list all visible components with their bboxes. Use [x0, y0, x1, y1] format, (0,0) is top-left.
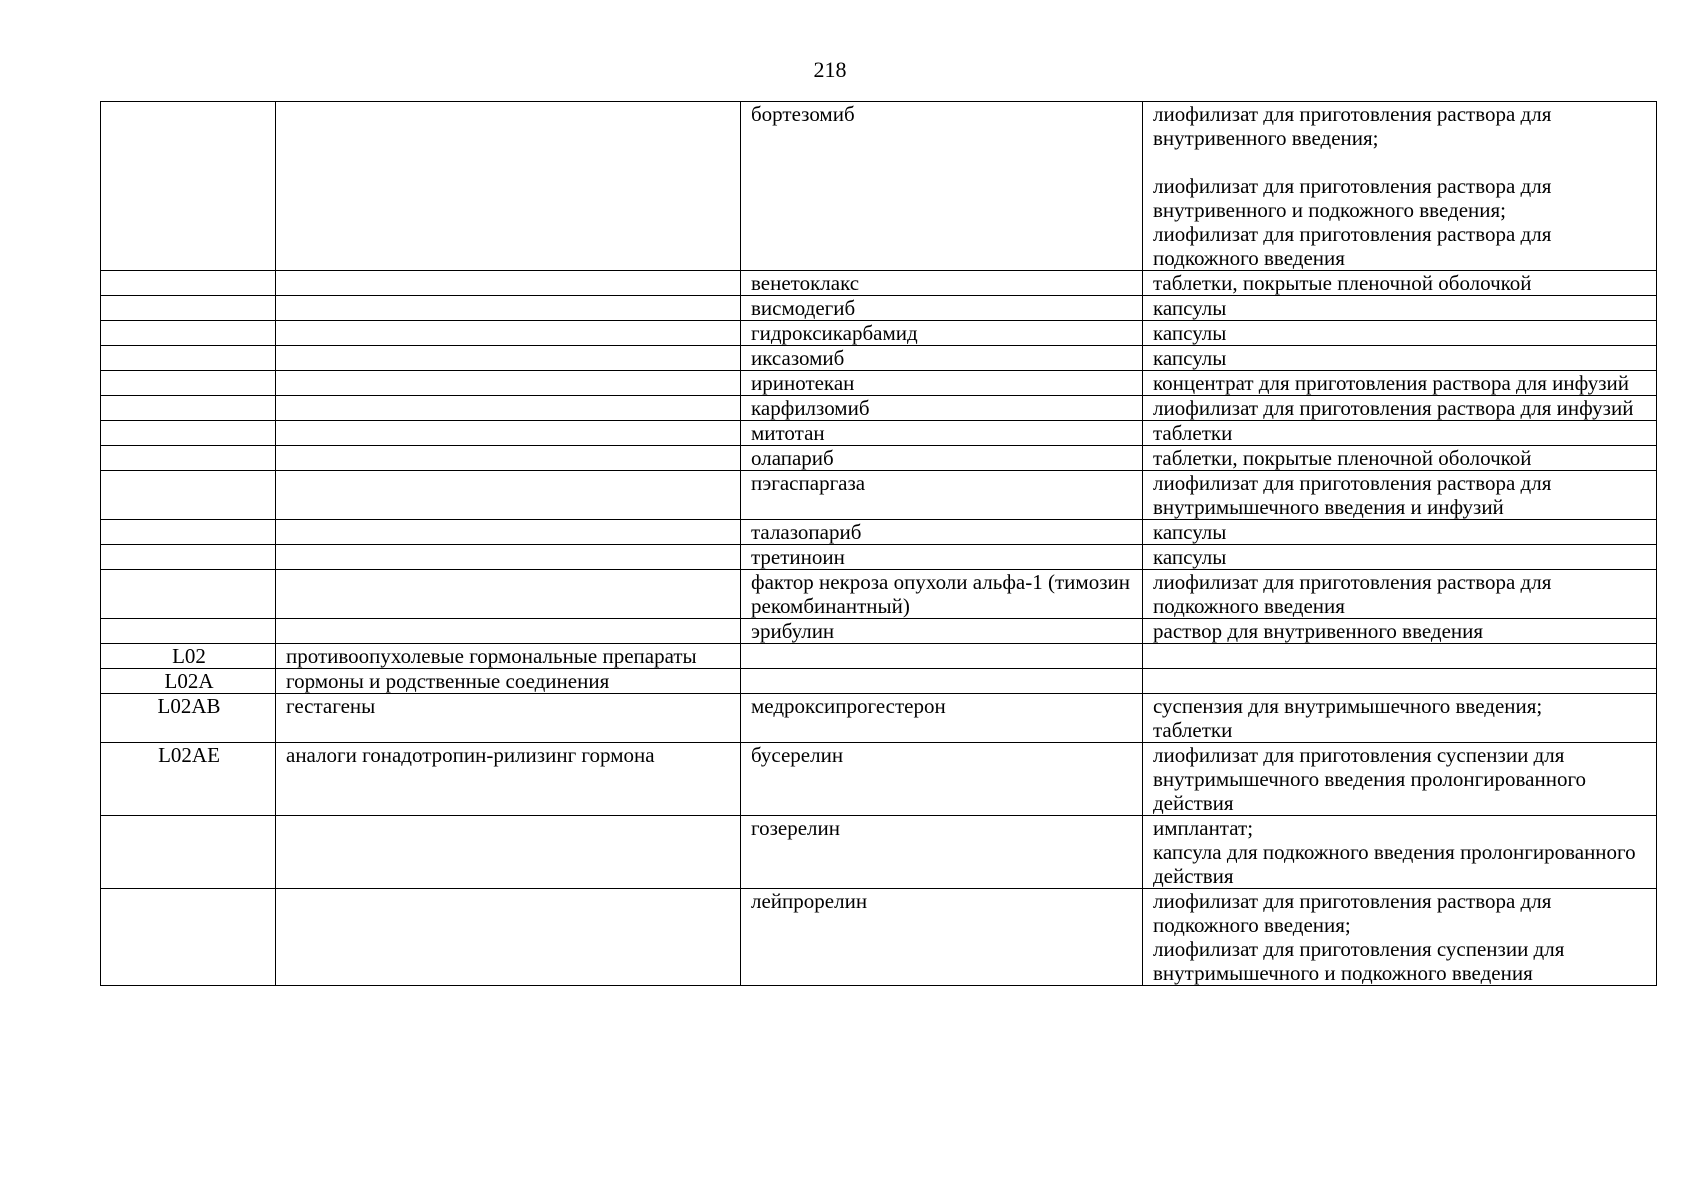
group-name-cell	[276, 471, 741, 520]
atc-code-cell	[101, 102, 276, 271]
atc-code-cell	[101, 421, 276, 446]
table-row	[101, 694, 1657, 743]
group-name-cell	[276, 296, 741, 321]
dosage-form-cell: капсулы	[1143, 346, 1657, 371]
drug-name-cell: олапариб	[741, 446, 1143, 471]
dosage-form-cell: лиофилизат для приготовления раствора для внутримышечного введения и инфузий	[1143, 471, 1657, 520]
atc-code-cell	[101, 346, 276, 371]
atc-code-cell	[101, 471, 276, 520]
table-row	[101, 271, 1657, 296]
atc-code-cell	[101, 371, 276, 396]
drug-name-cell: венетоклакс	[741, 271, 1143, 296]
drug-name-cell: пэгаспаргаза	[741, 471, 1143, 520]
dosage-form-cell: лиофилизат для приготовления раствора для подкожного введения	[1143, 570, 1657, 619]
drug-name-cell: бортезомиб	[741, 102, 1143, 271]
dosage-form-cell	[1143, 669, 1657, 694]
atc-code-cell	[101, 545, 276, 570]
group-name-cell	[276, 570, 741, 619]
atc-code-cell	[101, 296, 276, 321]
drug-name-cell: третиноин	[741, 545, 1143, 570]
group-name-cell	[276, 371, 741, 396]
group-name-cell	[276, 520, 741, 545]
table-row	[101, 446, 1657, 471]
dosage-form-cell: лиофилизат для приготовления раствора для инфузий	[1143, 396, 1657, 421]
table-row	[101, 471, 1657, 520]
drug-name-cell: митотан	[741, 421, 1143, 446]
table-row	[101, 570, 1657, 619]
table-row	[101, 545, 1657, 570]
group-name-cell	[276, 619, 741, 644]
atc-code-cell: L02AB	[101, 694, 276, 743]
group-name-cell	[276, 321, 741, 346]
dosage-form-cell: таблетки, покрытые пленочной оболочкой	[1143, 446, 1657, 471]
dosage-form-cell: лиофилизат для приготовления суспензии для внутримышечного введения пролонгированного действия	[1143, 743, 1657, 816]
atc-code-cell	[101, 889, 276, 986]
group-name-cell	[276, 446, 741, 471]
dosage-form-cell: капсулы	[1143, 321, 1657, 346]
group-name-cell: аналоги гонадотропин-рилизинг гормона	[276, 743, 741, 816]
table-row	[101, 421, 1657, 446]
group-name-cell	[276, 396, 741, 421]
dosage-form-cell: суспензия для внутримышечного введения; таблетки	[1143, 694, 1657, 743]
drug-name-cell: иксазомиб	[741, 346, 1143, 371]
table-row	[101, 102, 1657, 271]
dosage-form-cell: таблетки, покрытые пленочной оболочкой	[1143, 271, 1657, 296]
page-number: 218	[813, 57, 847, 82]
group-name-cell: гормоны и родственные соединения	[276, 669, 741, 694]
dosage-form-cell: капсулы	[1143, 545, 1657, 570]
drug-name-cell: талазопариб	[741, 520, 1143, 545]
drug-name-cell: висмодегиб	[741, 296, 1143, 321]
dosage-form-cell	[1143, 644, 1657, 669]
table-row	[101, 321, 1657, 346]
drug-name-cell: медроксипрогестерон	[741, 694, 1143, 743]
table-row	[101, 644, 1657, 669]
atc-code-cell	[101, 396, 276, 421]
atc-code-cell: L02	[101, 644, 276, 669]
drug-name-cell: фактор некроза опухоли альфа-1 (тимозин рекомбинантный)	[741, 570, 1143, 619]
group-name-cell	[276, 102, 741, 271]
drug-name-cell: гозерелин	[741, 816, 1143, 889]
atc-code-cell	[101, 816, 276, 889]
table-row	[101, 889, 1657, 986]
drug-name-cell	[741, 644, 1143, 669]
dosage-form-cell: лиофилизат для приготовления раствора для подкожного введения; лиофилизат для приготовления суспензии для внутримышечного и подкожного введения	[1143, 889, 1657, 986]
table-row	[101, 816, 1657, 889]
table-row	[101, 346, 1657, 371]
table-row	[101, 669, 1657, 694]
atc-code-cell	[101, 271, 276, 296]
group-name-cell	[276, 816, 741, 889]
table-row	[101, 520, 1657, 545]
atc-code-cell	[101, 446, 276, 471]
group-name-cell: противоопухолевые гормональные препараты	[276, 644, 741, 669]
group-name-cell	[276, 346, 741, 371]
dosage-form-cell: таблетки	[1143, 421, 1657, 446]
drug-name-cell	[741, 669, 1143, 694]
table-row	[101, 371, 1657, 396]
atc-code-cell	[101, 321, 276, 346]
drug-name-cell: бусерелин	[741, 743, 1143, 816]
group-name-cell: гестагены	[276, 694, 741, 743]
atc-code-cell	[101, 619, 276, 644]
table-row	[101, 396, 1657, 421]
group-name-cell	[276, 271, 741, 296]
group-name-cell	[276, 421, 741, 446]
dosage-form-cell: имплантат; капсула для подкожного введения пролонгированного действия	[1143, 816, 1657, 889]
dosage-form-cell: концентрат для приготовления раствора для инфузий	[1143, 371, 1657, 396]
table-row	[101, 619, 1657, 644]
atc-code-cell	[101, 570, 276, 619]
atc-code-cell: L02AE	[101, 743, 276, 816]
table-row	[101, 743, 1657, 816]
group-name-cell	[276, 545, 741, 570]
atc-code-cell: L02A	[101, 669, 276, 694]
drug-name-cell: карфилзомиб	[741, 396, 1143, 421]
drug-name-cell: гидроксикарбамид	[741, 321, 1143, 346]
drug-name-cell: иринотекан	[741, 371, 1143, 396]
drug-name-cell: лейпрорелин	[741, 889, 1143, 986]
dosage-form-cell: капсулы	[1143, 296, 1657, 321]
drug-table	[100, 101, 1657, 986]
atc-code-cell	[101, 520, 276, 545]
drug-name-cell: эрибулин	[741, 619, 1143, 644]
table-row	[101, 296, 1657, 321]
dosage-form-cell: раствор для внутривенного введения	[1143, 619, 1657, 644]
dosage-form-cell: лиофилизат для приготовления раствора для внутривенного введения; лиофилизат для приготовления раствора для внутривенного и подкожного введения; лиофилизат для приготовления раствора для подкожного введения	[1143, 102, 1657, 271]
group-name-cell	[276, 889, 741, 986]
dosage-form-cell: капсулы	[1143, 520, 1657, 545]
